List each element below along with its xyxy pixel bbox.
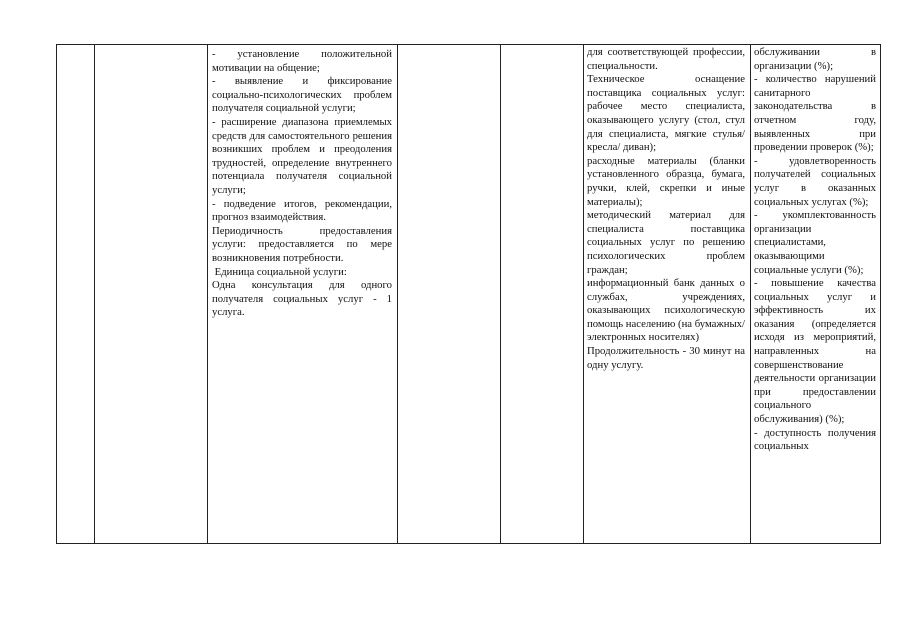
text-paragraph: информационный банк данных о службах, учреждениях, оказывающих психологическую помощь населению (на бумажных/ электронных носителях) <box>587 277 745 344</box>
text-paragraph: - расширение диапазона приемлемых средств для самостоятельного решения возникших проблем и преодоления трудностей, определение внутреннего потенциала получателя социальной услуги; <box>212 115 392 196</box>
table-cell-tariff <box>501 45 584 544</box>
text-paragraph: Одна консультация для одного получателя социальных услуг - 1 услуга. <box>212 279 392 319</box>
table-cell-number <box>57 45 95 544</box>
text-paragraph: Единица социальной услуги: <box>212 265 347 278</box>
table-cell-timing <box>398 45 501 544</box>
text-paragraph: - количество нарушений санитарного законодательства в отчетном году, выявленных при проведении проверок (%); <box>754 73 876 154</box>
text-paragraph: расходные материалы (бланки установленного образца, бумага, ручки, клей, скрепки и иные материалы); <box>587 154 745 208</box>
text-paragraph: Продолжительность - 30 минут на одну услугу. <box>587 345 745 371</box>
text-paragraph: - удовлетворенность получателей социальных услуг в оказанных социальных услугах (%); <box>754 154 876 208</box>
text-paragraph: Периодичность предоставления услуги: предоставляется по мере возникновения потребности. <box>212 224 392 264</box>
text-paragraph: - укомплектованность организации специалистами, оказывающими социальные услуги (%); <box>754 209 876 276</box>
table-cell-quality-indicators <box>751 45 881 544</box>
text-paragraph: Техническое оснащение поставщика социальных услуг: рабочее место специалиста, оказывающего услугу (стол, стул для специалиста, мягкие стулья/ кресла/ диван); <box>587 73 745 154</box>
table-cell-conditions <box>584 45 751 544</box>
table-cell-service-name <box>95 45 208 544</box>
table-cell-service-description <box>208 45 398 544</box>
services-table <box>56 44 881 544</box>
text-paragraph: - повышение качества социальных услуг и эффективность их оказания (определяется исходя из мероприятий, направленных на совершенствование деятельности организации при предоставлении социального обслуживания) (%); <box>754 277 876 426</box>
text-paragraph: - выявление и фиксирование социально-психологических проблем получателя социальной услуги; <box>212 75 392 115</box>
table-row <box>57 45 881 544</box>
text-paragraph: обслуживании в организации (%); <box>754 46 876 72</box>
text-paragraph: методический материал для специалиста поставщика социальных услуг по решению психологических проблем граждан; <box>587 209 745 276</box>
text-paragraph: - подведение итогов, рекомендации, прогноз взаимодействия. <box>212 197 392 224</box>
text-paragraph: - доступность получения социальных <box>754 426 876 453</box>
text-paragraph: для соответствующей профессии, специальности. <box>587 46 745 72</box>
text-paragraph: - установление положительной мотивации на общение; <box>212 48 392 74</box>
